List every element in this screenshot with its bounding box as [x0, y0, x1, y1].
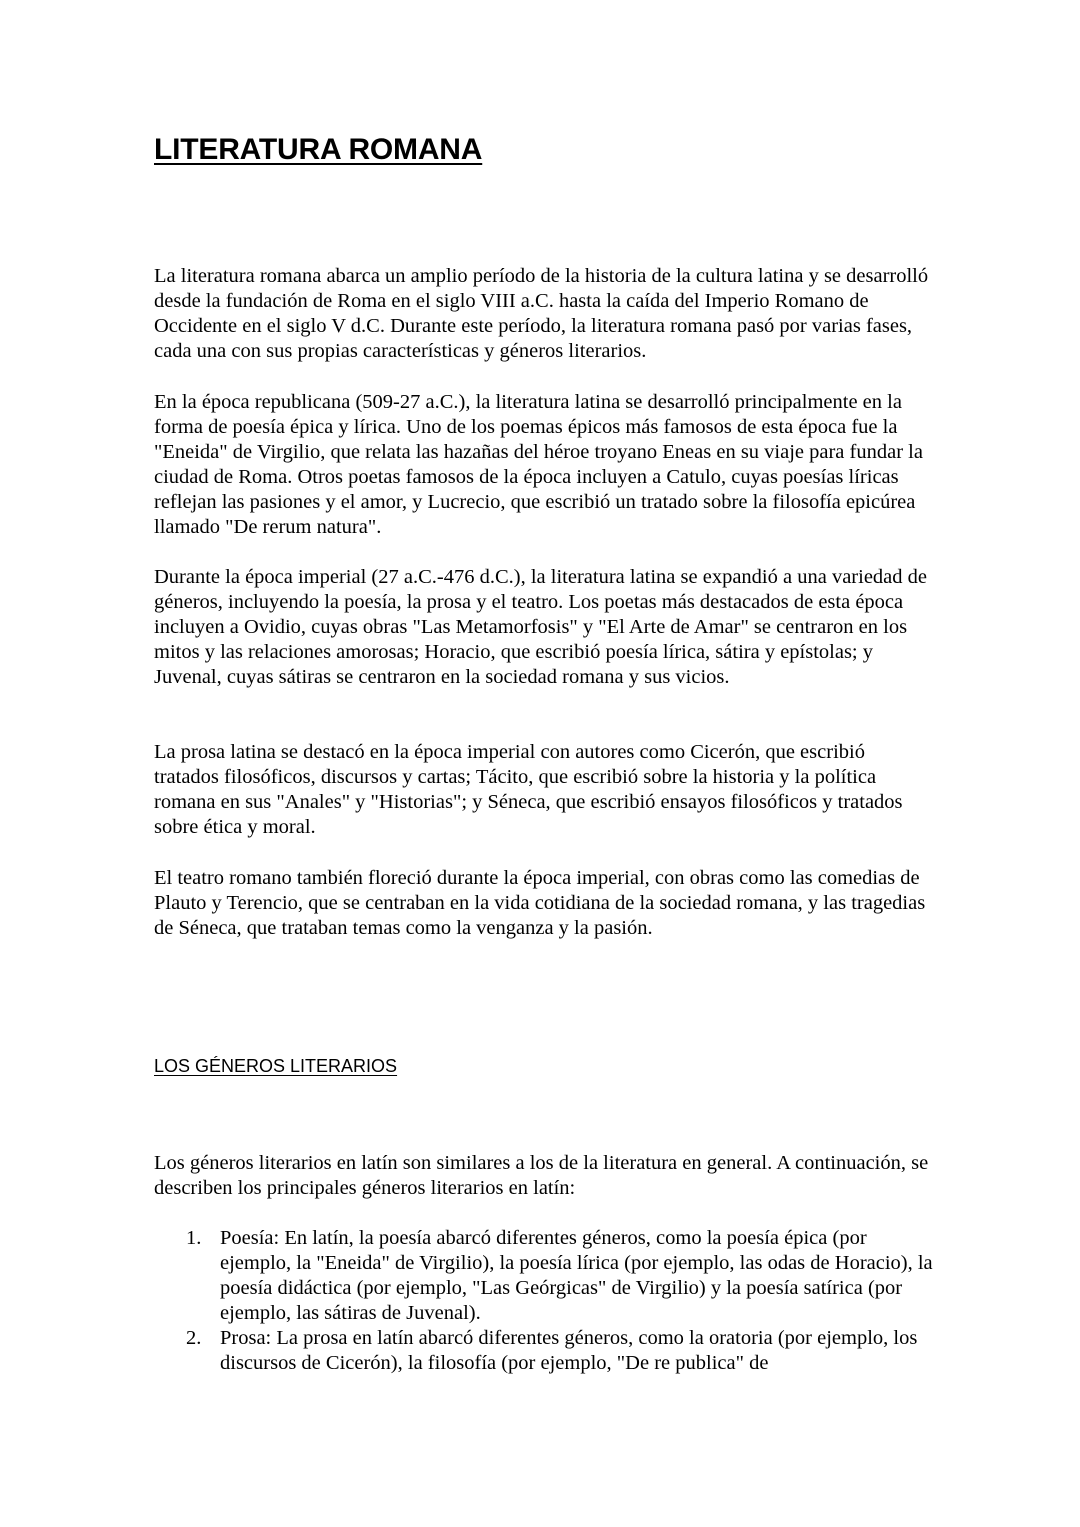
page-title: LITERATURA ROMANA: [154, 133, 483, 166]
list-item-number: 1.: [186, 1227, 202, 1249]
paragraph-latin-prose: La prosa latina se destacó en la época imperial con autores como Cicerón, que escribió tratados filosóficos, discursos y cartas; Tácito, que escribió sobre la historia y la política romana en sus "Anales" y "Historias"; y Séneca, que escribió ensayos filosóficos y tratados sobre ética y moral.: [154, 741, 903, 838]
paragraph-intro: La literatura romana abarca un amplio período de la historia de la cultura latina y se desarrolló desde la fundación de Roma en el siglo VIII a.C. hasta la caída del Imperio Romano de Occidente en el siglo V d.C. Durante este período, la literatura romana pasó por varias fases, cada una con sus propias características y géneros literarios.: [154, 265, 929, 362]
list-item-text: Poesía: En latín, la poesía abarcó diferentes géneros, como la poesía épica (por ejemplo, la "Eneida" de Virgilio), la poesía lírica (por ejemplo, las odas de Horacio), la poesía didáctica (por ejemplo, "Las Geórgicas" de Virgilio) y la poesía satírica (por ejemplo, las sátiras de Juvenal).: [220, 1227, 933, 1324]
section-subtitle: LOS GÉNEROS LITERARIOS: [154, 1056, 398, 1076]
list-item: [154, 1226, 934, 1326]
paragraph-republican-era: En la época republicana (509-27 a.C.), la literatura latina se desarrolló principalmente en la forma de poesía épica y lírica. Uno de los poemas épicos más famosos de esta época fue la "Eneida" de Virgilio, que relata las hazañas del héroe troyano Eneas en su viaje para fundar la ciudad de Roma. Otros poetas famosos de la época incluyen a Catulo, cuyas poesías líricas reflejan las pasiones y el amor, y Lucrecio, que escribió un tratado sobre la filosofía epicúrea llamado "De rerum natura".: [154, 391, 923, 538]
list-item-text: Prosa: La prosa en latín abarcó diferentes géneros, como la oratoria (por ejemplo, los discursos de Cicerón), la filosofía (por ejemplo, "De re publica" de: [220, 1327, 918, 1374]
paragraph-roman-theatre: El teatro romano también floreció durante la época imperial, con obras como las comedias de Plauto y Terencio, que se centraban en la vida cotidiana de la sociedad romana, y las tragedias de Séneca, que trataban temas como la venganza y la pasión.: [154, 867, 926, 939]
paragraph-imperial-era: Durante la época imperial (27 a.C.-476 d.C.), la literatura latina se expandió a una variedad de géneros, incluyendo la poesía, la prosa y el teatro. Los poetas más destacados de esta época incluyen a Ovidio, cuyas obras "Las Metamorfosis" y "El Arte de Amar" se centraron en los mitos y las relaciones amorosas; Horacio, que escribió poesía lírica, sátira y epístolas; y Juvenal, cuyas sátiras se centraron en la sociedad romana y sus vicios.: [154, 566, 927, 688]
list-item: [154, 1326, 934, 1376]
list-item-number: 2.: [186, 1327, 202, 1349]
genres-list: [154, 1226, 934, 1376]
genres-intro-paragraph: Los géneros literarios en latín son similares a los de la literatura en general. A continuación, se describen los principales géneros literarios en latín:: [154, 1152, 929, 1199]
